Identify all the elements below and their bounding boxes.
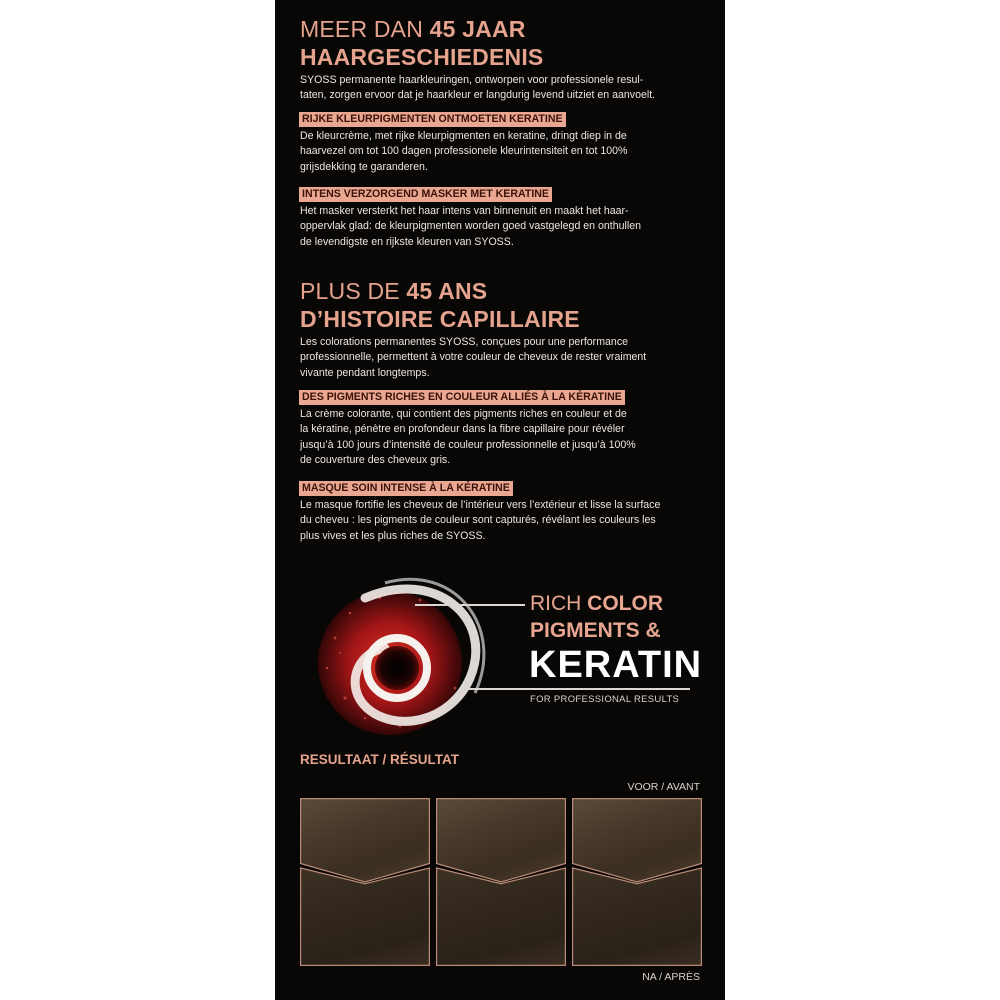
fr-intro-line: professionnelle, permettent à votre couleur de cheveux de rester vraiment (300, 351, 647, 364)
nl-heading-bold: 45 JAAR (429, 16, 526, 42)
nl-paragraph-2-line: oppervlak glad: de kleurpigmenten worden goed vastgelegd en onthullen (300, 220, 642, 233)
claim-line-1 (530, 591, 663, 617)
nl-intro-line: SYOSS permanente haarkleuringen, ontworpen voor professionele resul- (300, 74, 644, 86)
nl-paragraph-1-line: grijsdekking te garanderen. (300, 160, 428, 173)
fr-intro-line: vivante pendant longtemps. (300, 366, 430, 379)
nl-intro (300, 73, 702, 104)
fr-paragraph-2-line: plus vives et les plus riches de SYOSS. (300, 529, 486, 542)
fr-subheading-1: DES PIGMENTS RICHES EN COULEUR ALLIÉS À LA KÉRATINE (299, 390, 625, 405)
pointer-line-bottom (465, 688, 690, 690)
nl-intro-line: taten, zorgen ervoor dat je haarkleur er langdurig levend uitziet en aanvoelt. (300, 89, 656, 102)
fr-paragraph-1-line: jusqu’à 100 jours d’intensité de couleur professionnelle et jusqu’à 100% (300, 438, 636, 451)
nl-paragraph-2 (300, 204, 702, 250)
before-label: VOOR / AVANT (627, 781, 700, 793)
nl-paragraph-2-line: de levendigste en rijkste kleuren van SYOSS. (300, 235, 514, 248)
fr-heading-line2: D’HISTOIRE CAPILLAIRE (300, 306, 580, 332)
fr-paragraph-1-line: de couverture des cheveux gris. (300, 453, 451, 466)
fr-heading-bold: 45 ANS (406, 278, 488, 304)
packaging-panel (275, 0, 725, 1000)
nl-paragraph-2-line: Het masker versterkt het haar intens van binnenuit en maakt het haar- (300, 205, 629, 217)
pigment-swirl-graphic (305, 558, 505, 738)
fr-paragraph-1-line: La crème colorante, qui contient des pigments riches en couleur et de (300, 408, 627, 420)
fr-paragraph-2-line: Le masque fortifie les cheveux de l’intérieur vers l’extérieur et lisse la surface (300, 499, 661, 511)
fr-paragraph-1-line: la kératine, pénètre en profondeur dans la fibre capillaire pour révéler (300, 423, 625, 436)
claim-keratin: KERATIN (529, 644, 703, 686)
fr-paragraph-1 (300, 407, 702, 468)
fr-subheading-2: MASQUE SOIN INTENSE À LA KÉRATINE (299, 481, 513, 496)
nl-subheading-2: INTENS VERZORGEND MASKER MET KERATINE (299, 187, 552, 202)
fr-intro (300, 335, 702, 381)
nl-paragraph-1 (300, 129, 702, 175)
nl-paragraph-1-line: De kleurcrème, met rijke kleurpigmenten en keratine, dringt diep in de (300, 130, 627, 142)
claim-line-2: PIGMENTS & (530, 619, 661, 642)
claim-rich-bold: COLOR (587, 592, 663, 615)
pointer-line-top (415, 604, 525, 606)
result-title: RESULTAAT / RÉSULTAT (300, 752, 459, 767)
nl-heading-light: MEER DAN (300, 16, 430, 42)
claim-subtitle: FOR PROFESSIONAL RESULTS (530, 694, 680, 705)
fr-intro-line: Les colorations permanentes SYOSS, conçues pour une performance (300, 336, 629, 348)
claim-rich-light: RICH (530, 592, 588, 615)
nl-subheading-1: RIJKE KLEURPIGMENTEN ONTMOETEN KERATINE (299, 112, 566, 127)
fr-heading-light: PLUS DE (300, 278, 407, 304)
after-label: NA / APRÈS (642, 971, 700, 983)
result-swatches (300, 798, 702, 966)
fr-heading (300, 277, 487, 305)
fr-paragraph-2 (300, 498, 702, 544)
nl-heading (300, 15, 526, 43)
nl-heading-line2: HAARGESCHIEDENIS (300, 44, 544, 70)
fr-paragraph-2-line: du cheveu : les pigments de couleur sont capturés, révélant les couleurs les (300, 514, 656, 527)
nl-paragraph-1-line: haarvezel om tot 100 dagen professionele kleurintensiteit en tot 100% (300, 145, 628, 158)
swatch-frames (300, 798, 702, 966)
